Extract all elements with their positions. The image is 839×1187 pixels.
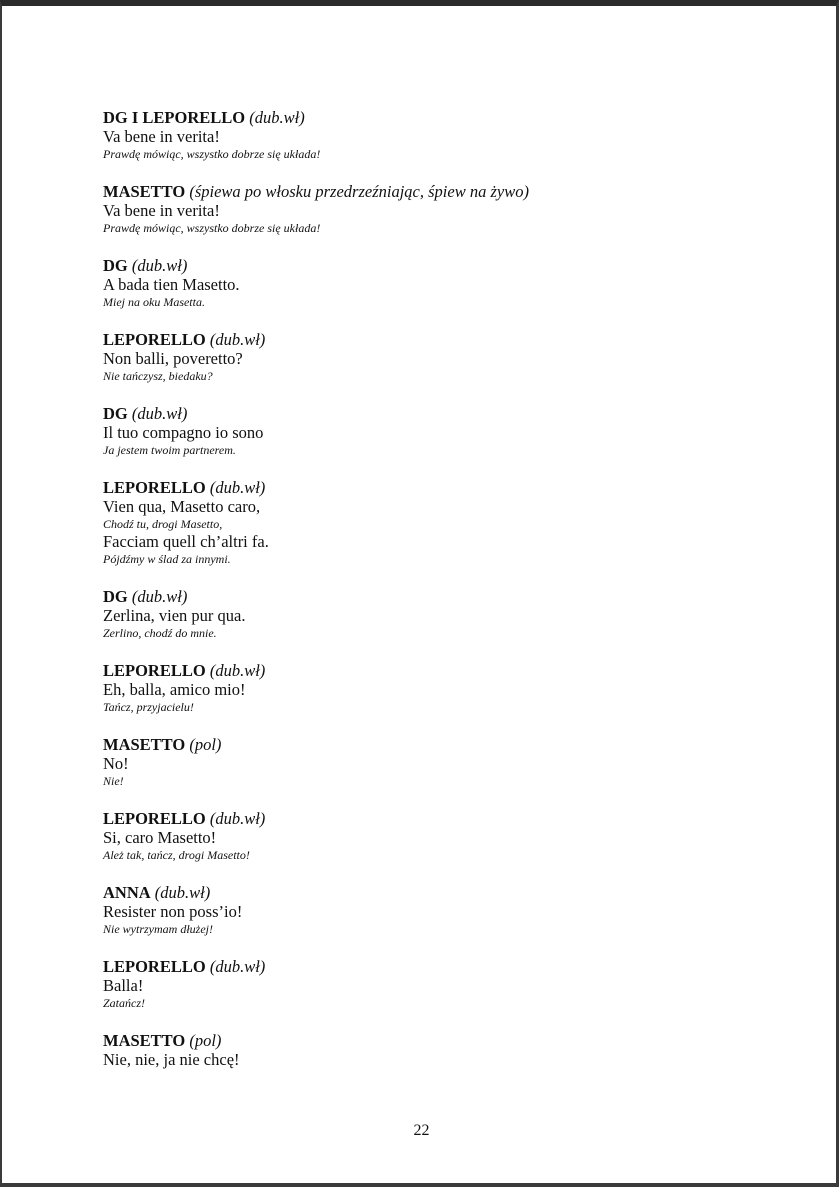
lyric-line: A bada tien Masetto.	[103, 275, 240, 294]
translation-line: Nie wytrzymam dłużej!	[103, 922, 213, 936]
speaker-line	[103, 478, 803, 497]
stage-direction: (dub.wł)	[209, 478, 266, 497]
translation-line: Zerlino, chodź do mnie.	[103, 626, 217, 640]
speaker-line	[103, 661, 803, 680]
lyric-line: Balla!	[103, 976, 144, 995]
speaker-line	[103, 735, 803, 754]
speaker-line	[103, 256, 803, 275]
speaker-line	[103, 108, 803, 127]
speaker-line	[103, 330, 803, 349]
translation-line: Nie!	[103, 774, 124, 788]
stage-direction: (dub.wł)	[249, 108, 305, 127]
speaker-name: DG	[103, 404, 128, 423]
translation-line: Tańcz, przyjacielu!	[103, 700, 194, 714]
lyric-line: Il tuo compagno io sono	[103, 423, 264, 442]
speaker-name: MASETTO	[103, 182, 186, 201]
script-content	[103, 108, 803, 1089]
dialogue-block	[103, 587, 803, 641]
speaker-line	[103, 182, 803, 201]
translation-line: Ależ tak, tańcz, drogi Masetto!	[103, 848, 250, 862]
dialogue-block	[103, 256, 803, 310]
speaker-name: LEPORELLO	[103, 661, 206, 680]
dialogue-block	[103, 108, 803, 162]
lyric-line: Non balli, poveretto?	[103, 349, 243, 368]
dialogue-block	[103, 330, 803, 384]
dialogue-block	[103, 809, 803, 863]
lyric-line: Facciam quell ch’altri fa.	[103, 532, 269, 551]
stage-direction: (dub.wł)	[131, 404, 188, 423]
dialogue-block	[103, 182, 803, 236]
dialogue-block	[103, 883, 803, 937]
stage-direction: (dub.wł)	[209, 809, 266, 828]
speaker-name: LEPORELLO	[103, 478, 206, 497]
dialogue-block	[103, 957, 803, 1011]
translation-line: Nie tańczysz, biedaku?	[103, 369, 213, 383]
speaker-line	[103, 1031, 803, 1050]
page-number: 22	[413, 1122, 430, 1139]
lyric-line: Resister non poss’io!	[103, 902, 243, 921]
stage-direction: (dub.wł)	[131, 256, 188, 275]
lyric-line: No!	[103, 754, 129, 773]
speaker-name: DG I LEPORELLO	[103, 108, 246, 127]
stage-direction: (dub.wł)	[209, 661, 266, 680]
speaker-name: LEPORELLO	[103, 809, 206, 828]
translation-line: Zatańcz!	[103, 996, 145, 1010]
dialogue-block	[103, 735, 803, 789]
translation-line: Prawdę mówiąc, wszystko dobrze się układa!	[103, 221, 321, 235]
stage-direction: (pol)	[189, 1031, 222, 1050]
speaker-line	[103, 404, 803, 423]
stage-direction: (dub.wł)	[209, 330, 266, 349]
lyric-line: Va bene in verita!	[103, 127, 220, 146]
speaker-name: MASETTO	[103, 1031, 186, 1050]
lyric-line: Vien qua, Masetto caro,	[103, 497, 261, 516]
dialogue-block	[103, 404, 803, 458]
translation-line: Chodź tu, drogi Masetto,	[103, 517, 223, 531]
translation-line: Miej na oku Masetta.	[103, 295, 205, 309]
dialogue-block	[103, 661, 803, 715]
stage-direction: (dub.wł)	[209, 957, 266, 976]
stage-direction: (dub.wł)	[131, 587, 188, 606]
lyric-line: Si, caro Masetto!	[103, 828, 217, 847]
speaker-name: MASETTO	[103, 735, 186, 754]
stage-direction: (dub.wł)	[154, 883, 211, 902]
lyric-line: Eh, balla, amico mio!	[103, 680, 246, 699]
speaker-name: DG	[103, 587, 128, 606]
lyric-line: Va bene in verita!	[103, 201, 220, 220]
lyric-line: Nie, nie, ja nie chcę!	[103, 1050, 240, 1069]
speaker-name: DG	[103, 256, 128, 275]
speaker-line	[103, 883, 803, 902]
speaker-line	[103, 587, 803, 606]
speaker-name: LEPORELLO	[103, 330, 206, 349]
stage-direction: (śpiewa po włosku przedrzeźniając, śpiew na żywo)	[189, 182, 529, 201]
speaker-line	[103, 809, 803, 828]
translation-line: Pójdźmy w ślad za innymi.	[103, 552, 231, 566]
speaker-line	[103, 957, 803, 976]
lyric-line: Zerlina, vien pur qua.	[103, 606, 246, 625]
translation-line: Prawdę mówiąc, wszystko dobrze się układa!	[103, 147, 321, 161]
dialogue-block	[103, 1031, 803, 1069]
speaker-name: ANNA	[103, 883, 151, 902]
translation-line: Ja jestem twoim partnerem.	[103, 443, 236, 457]
stage-direction: (pol)	[189, 735, 222, 754]
speaker-name: LEPORELLO	[103, 957, 206, 976]
dialogue-block	[103, 478, 803, 567]
